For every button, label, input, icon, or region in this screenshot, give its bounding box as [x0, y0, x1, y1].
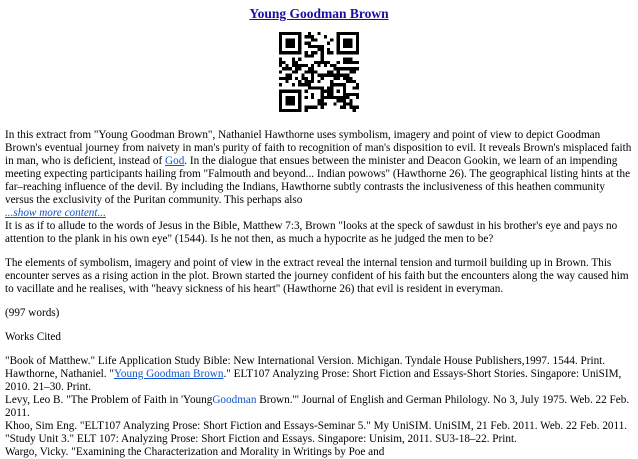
citation-item: Hawthorne, Nathaniel. "Young Goodman Brown." ELT107 Analyzing Prose: Short Fiction and Essays-Short Stories. Singapore: UniSIM, 2010. 21–30. Print.: [5, 368, 622, 393]
young-goodman-brown-link[interactable]: Young Goodman Brown: [113, 368, 224, 380]
title-link[interactable]: Young Goodman Brown: [249, 6, 389, 21]
goodman-link[interactable]: Goodman: [212, 394, 257, 406]
citation-item: Khoo, Sim Eng. "ELT107 Analyzing Prose: Short Fiction and Essays-Seminar 5." My UniSIM. UniSIM, 21 Feb. 2011. Web. 22 Feb. 2011.: [5, 420, 628, 432]
page-title: [0, 6, 638, 22]
citation-item: "Study Unit 3." ELT 107: Analyzing Prose: Short Fiction and Essays. Singapore: Unisim, 2011. SU3-18–22. Print.: [5, 433, 517, 445]
god-link[interactable]: God: [165, 155, 185, 167]
intro-paragraph: In this extract from "Young Goodman Brown", Nathaniel Hawthorne uses symbolism, imagery and point of view to depict Goodman Brown's eventual journey from naivety in man's purity of faith to recognition of man's disposition to evil. It reveals Brown's misplaced faith in man, who is deficient, instead of God. In the dialogue that ensues between the minister and Deacon Gookin, we learn of an impending meeting expecting participants hailing from "Falmouth and beyond... Indian powows" (Hawthorne 26). The geographical listing hints at the far–reaching influence of the devil. By including the Indians, Hawthorne subtly contrasts the inclusiveness of this heathen community versus the exclusivity of the Puritan community. This perhaps also: [5, 129, 632, 206]
show-more-link[interactable]: ...show more content...: [5, 207, 106, 219]
citation-item: "Book of Matthew." Life Application Study Bible: New International Version. Michigan. Tyndale House Publishers,1997. 1544. Print.: [5, 355, 606, 367]
word-count: (997 words): [5, 307, 60, 319]
paragraph-matthew: It is as if to allude to the words of Jesus in the Bible, Matthew 7:3, Brown "looks at the speck of sawdust in his brother's eye and pays no attention to the plank in his own eye" (1544). Is he not then, as much a hypocrite as he judged the men to be?: [5, 220, 618, 245]
qr-code-icon: [279, 32, 359, 112]
citation-item: Levy, Leo B. "The Problem of Faith in 'YoungGoodman Brown.'" Journal of English and German Philology. No 3, July 1975. Web. 22 Feb. 2011.: [5, 394, 630, 419]
essay-content: [5, 129, 635, 459]
citation-list: [5, 355, 635, 459]
works-cited-heading: Works Cited: [5, 331, 61, 343]
show-more-line: [5, 207, 635, 220]
paragraph-elements: The elements of symbolism, imagery and point of view in the extract reveal the internal tension and turmoil building up in Brown. This encounter serves as a rising action in the plot. Brown started the journey confident of his faith but the encounters along the way caused him to vacillate and he realises, with "heavy sickness of his heart" (Hawthorne 26) that evil is resident in everyman.: [5, 257, 629, 295]
citation-item: Wargo, Vicky. "Examining the Characterization and Morality in Writings by Poe and: [5, 446, 385, 458]
